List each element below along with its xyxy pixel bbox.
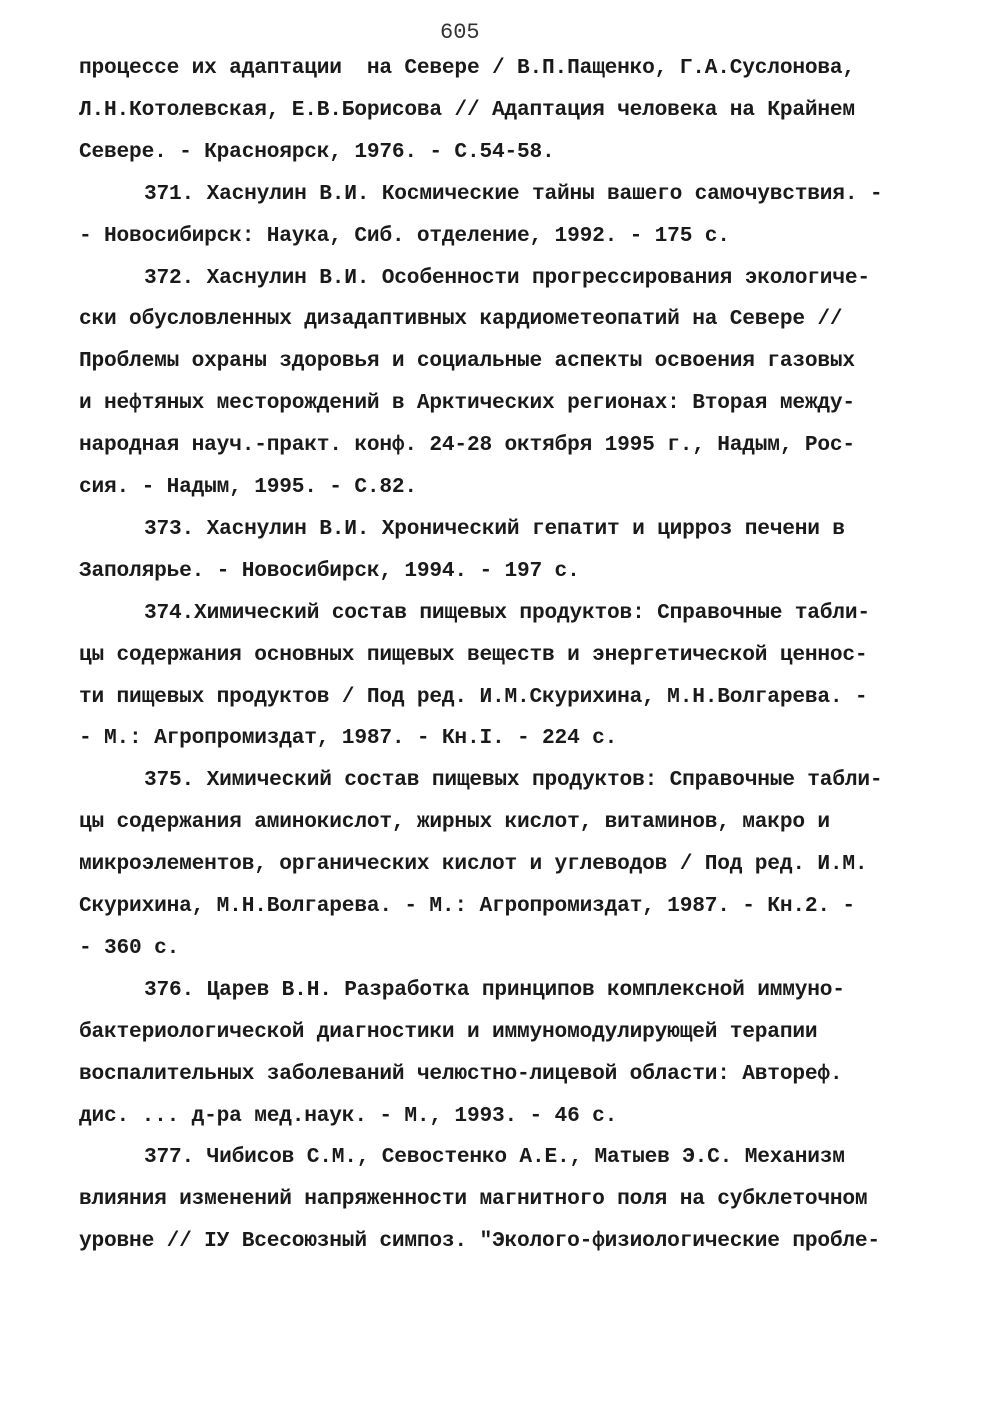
text-line: ти пищевых продуктов / Под ред. И.М.Скурихина, М.Н.Волгарева. - [79, 684, 868, 709]
text-line: Л.Н.Котолевская, Е.В.Борисова // Адаптация человека на Крайнем [79, 97, 855, 122]
text-line: Проблемы охраны здоровья и социальные аспекты освоения газовых [79, 349, 855, 374]
entry-first-line: 374.Химический состав пищевых продуктов: Справочные табли- [144, 600, 870, 625]
text-line: бактериологической диагностики и иммуномодулирующей терапии [79, 1019, 818, 1044]
text-line: дис. ... д-ра мед.наук. - М., 1993. - 46 с. [79, 1103, 618, 1128]
entry-first-line: 375. Химический состав пищевых продуктов: Справочные табли- [144, 768, 883, 793]
text-line: Заполярье. - Новосибирск, 1994. - 197 с. [79, 558, 580, 583]
entry-first-line: 373. Хаснулин В.И. Хронический гепатит и цирроз печени в [144, 516, 845, 541]
text-line: сия. - Надым, 1995. - С.82. [79, 475, 417, 499]
text-line: цы содержания основных пищевых веществ и энергетической ценнос- [79, 642, 868, 667]
text-line: процессе их адаптации на Севере / В.П.Пащенко, Г.А.Суслонова, [79, 56, 855, 80]
text-line: микроэлементов, органических кислот и углеводов / Под ред. И.М. [79, 852, 868, 877]
text-line: Скурихина, М.Н.Волгарева. - М.: Агропромиздат, 1987. - Кн.2. - [79, 894, 855, 918]
entry-first-line: 377. Чибисов С.М., Севостенко А.Е., Матыев Э.С. Механизм [144, 1145, 845, 1170]
page-number: 605 [440, 20, 480, 45]
text-line: - Новосибирск: Наука, Сиб. отделение, 1992. - 175 с. [79, 223, 730, 248]
text-line: - 360 с. [79, 935, 180, 960]
text-line: Севере. - Красноярск, 1976. - С.54-58. [79, 139, 555, 164]
text-line: народная науч.-практ. конф. 24-28 октября 1995 г., Надым, Рос- [79, 433, 855, 458]
text-line: цы содержания аминокислот, жирных кислот, витаминов, макро и [79, 810, 830, 835]
text-line: - М.: Агропромиздат, 1987. - Кн.I. - 224 с. [79, 726, 618, 751]
entry-first-line: 371. Хаснулин В.И. Космические тайны вашего самочувствия. - [144, 181, 883, 206]
text-line: воспалительных заболеваний челюстно-лицевой области: Автореф. [79, 1061, 843, 1086]
entry-first-line: 376. Царев В.Н. Разработка принципов комплексной иммуно- [144, 977, 845, 1002]
text-line: уровне // IУ Всесоюзный симпоз. "Эколого-физиологические пробле- [79, 1229, 880, 1254]
text-line: и нефтяных месторождений в Арктических регионах: Вторая между- [79, 391, 855, 416]
text-line: влияния изменений напряженности магнитного поля на субклеточном [79, 1187, 868, 1212]
text-line: ски обусловленных дизадаптивных кардиометеопатий на Севере // [79, 307, 843, 332]
entry-first-line: 372. Хаснулин В.И. Особенности прогрессирования экологиче- [144, 265, 870, 290]
